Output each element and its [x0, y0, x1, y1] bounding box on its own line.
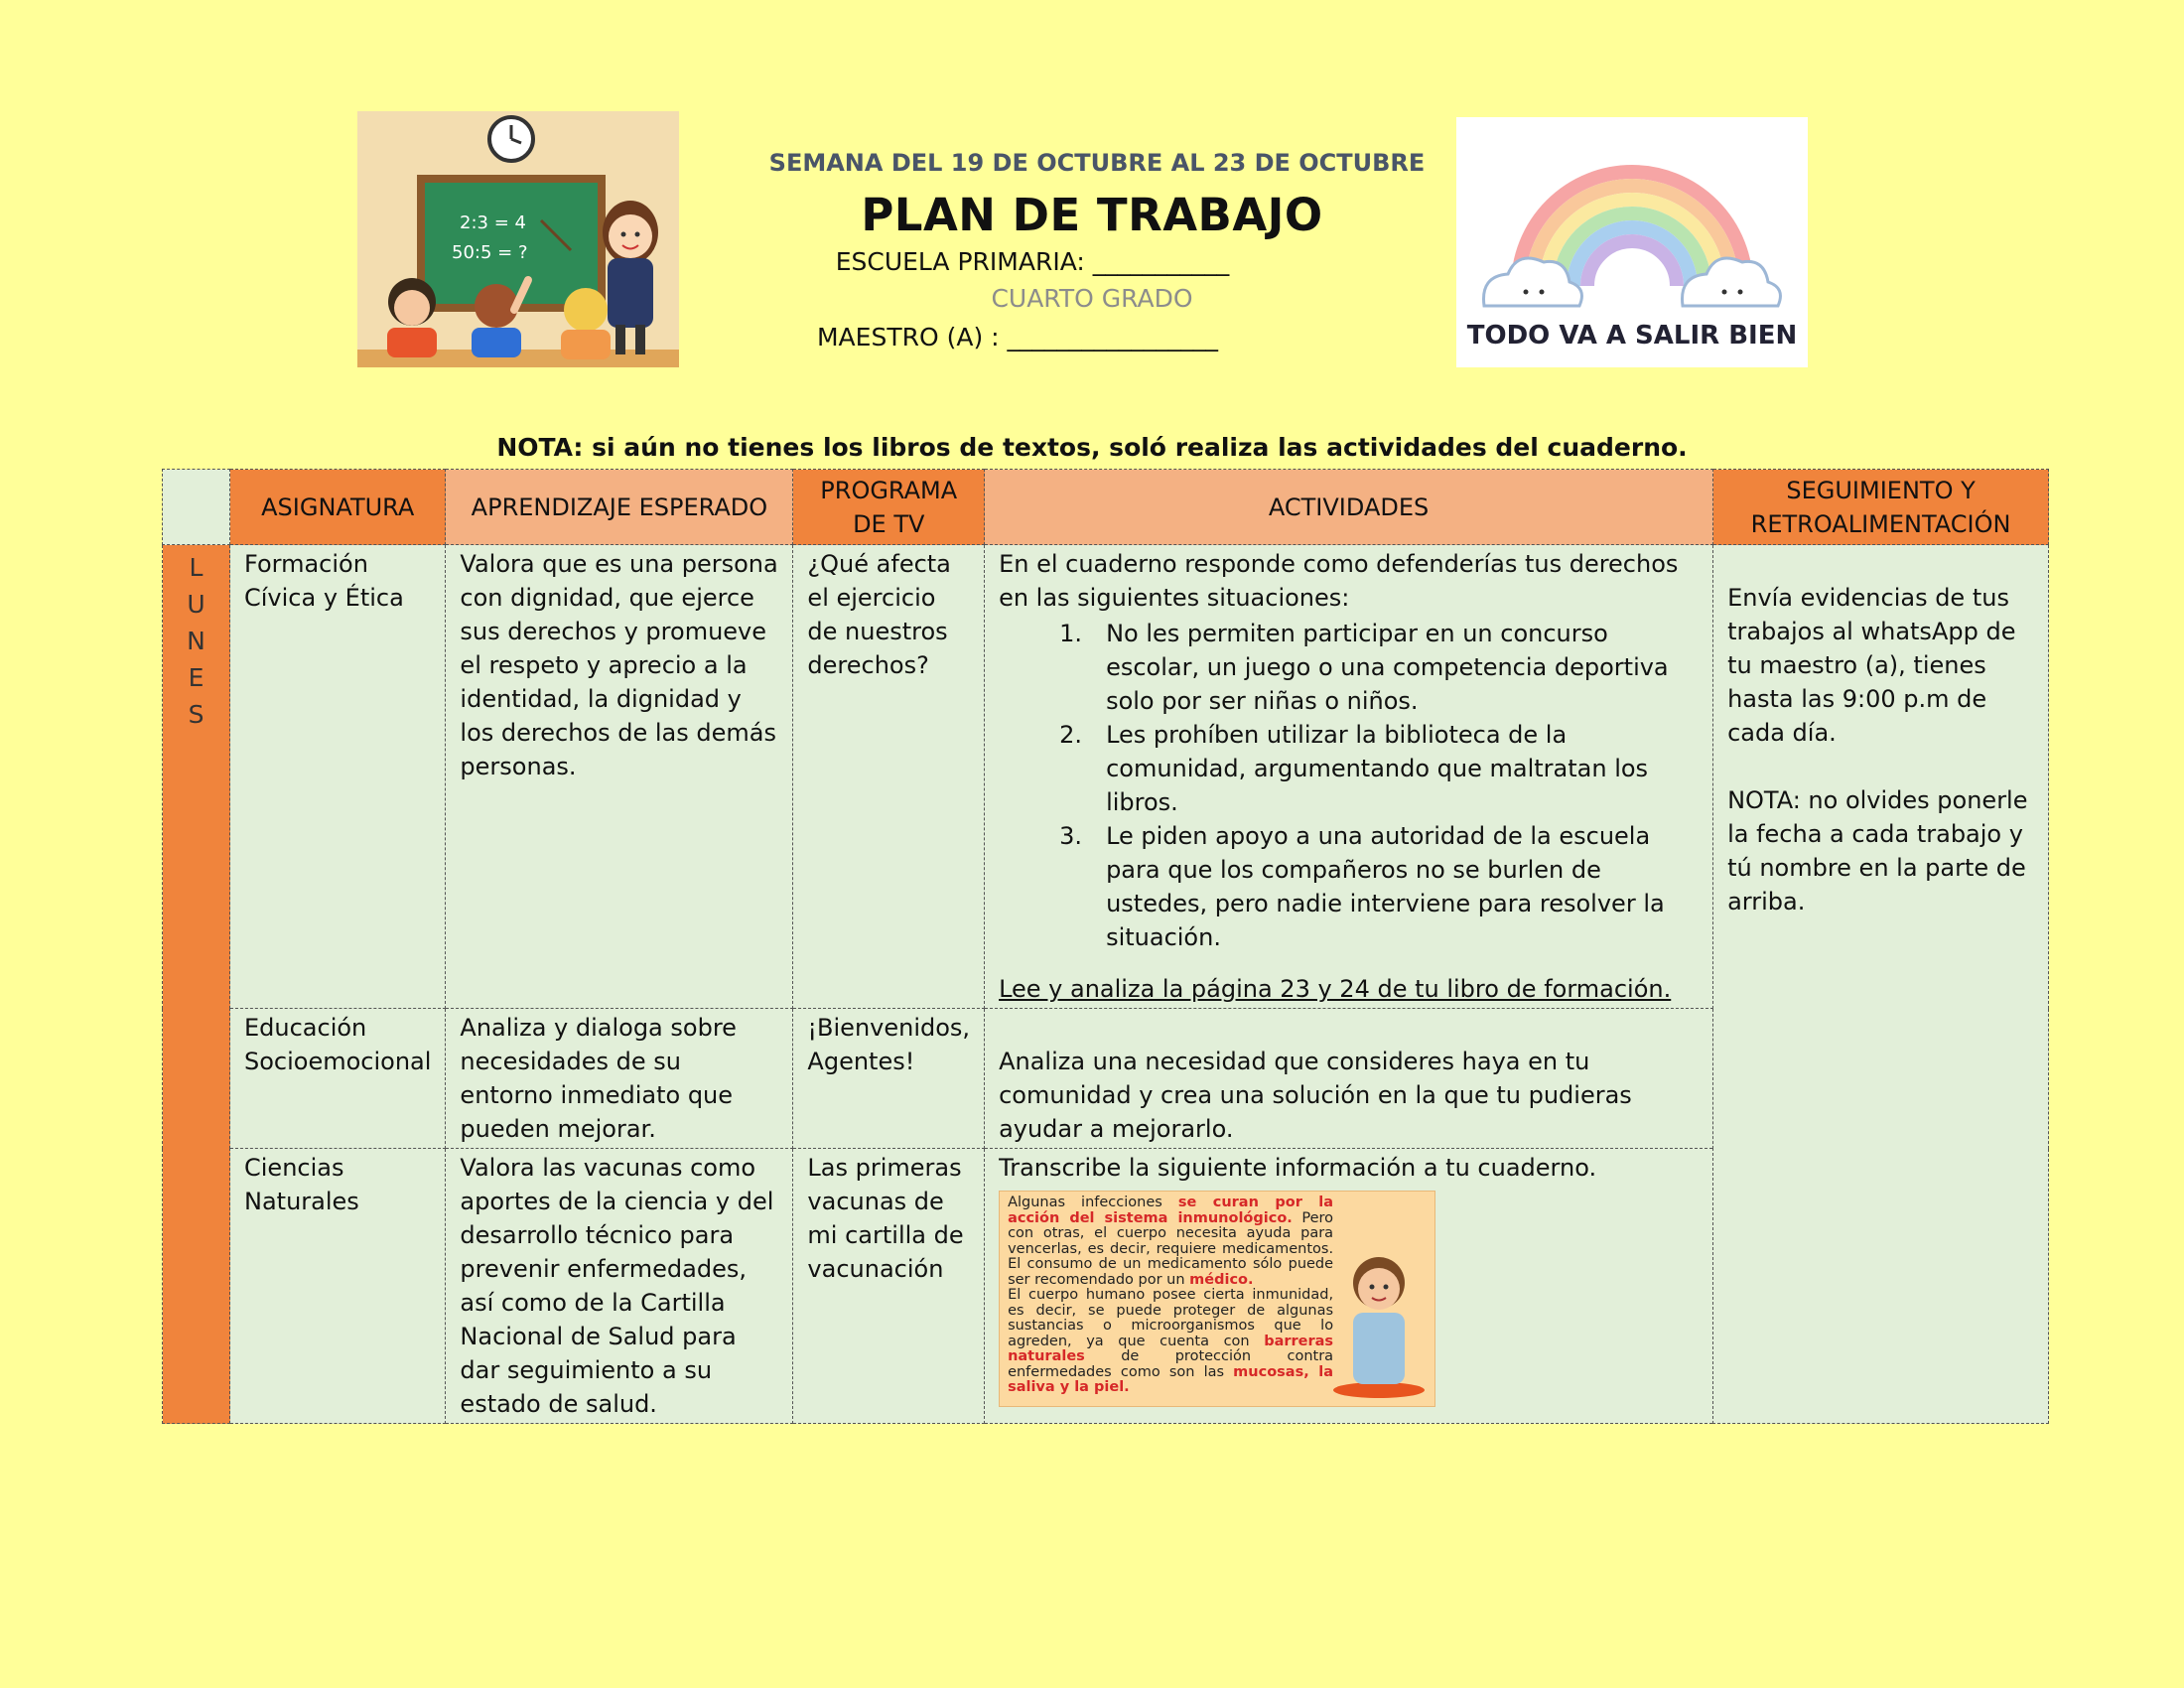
table-row	[163, 545, 2049, 1009]
day-letter: L	[189, 553, 204, 582]
tv-cell: Las primeras vacunas de mi cartilla de vacunación	[793, 1149, 985, 1424]
info-highlight: barreras naturales	[1008, 1333, 1334, 1364]
item-number: 3.	[1059, 822, 1083, 850]
activity-text: Analiza una necesidad que consideres haya en tu comunidad y crea una solución en la que tu pudieras ayudar a mejorarlo.	[999, 1048, 1632, 1143]
reading-instruction: Lee y analiza la página 23 y 24 de tu libro de formación.	[999, 975, 1672, 1003]
week-range: SEMANA DEL 19 DE OCTUBRE AL 23 DE OCTUBRE	[768, 149, 1426, 177]
item-text: No les permiten participar en un concurso escolar, un juego o una competencia deportiva solo por ser niñas o niños.	[1106, 620, 1669, 715]
info-text: de protección contra enfermedades como son las	[1008, 1348, 1334, 1380]
day-letter: S	[188, 700, 205, 729]
activities-cell	[985, 545, 1713, 1009]
page-title: PLAN DE TRABAJO	[861, 189, 1323, 241]
table-header-row	[163, 470, 2049, 545]
followup-cell	[1713, 545, 2049, 1424]
day-letter: E	[188, 663, 205, 692]
activities-cell	[985, 1009, 1713, 1149]
activity-intro: En el cuaderno responde como defenderías tus derechos en las siguientes situaciones:	[999, 550, 1679, 612]
info-highlight: mucosas, la saliva y la piel.	[1008, 1363, 1334, 1395]
followup-text: Envía evidencias de tus trabajos al whatsApp de tu maestro (a), tienes hasta las 9:00 p.m de cada día.	[1727, 584, 2016, 747]
day-letter: N	[187, 627, 205, 655]
list-item	[999, 617, 1699, 718]
item-text: Le piden apoyo a una autoridad de la escuela para que los compañeros no se burlen de ustedes, pero nadie interviene para resolver la situación.	[1106, 822, 1665, 951]
header-followup: SEGUIMIENTO Y RETROALIMENTACIÓN	[1713, 470, 2049, 545]
followup-note: NOTA: no olvides ponerle la fecha a cada trabajo y tú nombre en la parte de arriba.	[1727, 786, 2028, 915]
header-activities: ACTIVIDADES	[985, 470, 1713, 545]
activities-cell	[985, 1149, 1713, 1424]
document-header	[695, 149, 1489, 352]
board-text-2: 50:5 = ?	[452, 242, 528, 263]
header-subject: ASIGNATURA	[230, 470, 446, 545]
subject-cell: Ciencias Naturales	[230, 1149, 446, 1424]
work-plan-table	[162, 469, 2049, 1424]
rainbow-illustration	[1456, 117, 1808, 367]
books-note: NOTA: si aún no tienes los libros de textos, soló realiza las actividades del cuaderno.	[496, 433, 1688, 462]
item-number: 2.	[1059, 721, 1083, 749]
header-learning: APRENDIZAJE ESPERADO	[446, 470, 793, 545]
subject-cell: Educación Socioemocional	[230, 1009, 446, 1149]
item-text: Les prohíben utilizar la biblioteca de la comunidad, argumentando que maltratan los libros.	[1106, 721, 1649, 816]
header-day	[163, 470, 230, 545]
boy-icon	[1329, 1241, 1429, 1400]
info-highlight: se curan por la acción del sistema inmunológico.	[1008, 1195, 1334, 1226]
info-text: El cuerpo humano posee cierta inmunidad, es decir, se puede proteger de algunas sustancias o microorganismos que lo agreden, ya que cuenta con	[1008, 1287, 1334, 1349]
header-tv: PROGRAMA DE TV	[793, 470, 985, 545]
activity-text: Transcribe la siguiente información a tu cuaderno.	[999, 1154, 1597, 1182]
rainbow-tagline: TODO VA A SALIR BIEN	[1466, 321, 1798, 351]
day-letter: U	[187, 590, 205, 619]
teacher-field: MAESTRO (A) : _________________	[816, 323, 1219, 352]
immunity-info-image	[999, 1191, 1435, 1407]
learning-cell: Valora las vacunas como aportes de la ciencia y del desarrollo técnico para prevenir enfermedades, así como de la Cartilla Nacional de Salud para dar seguimiento a su estado de salud.	[446, 1149, 793, 1424]
subject-cell: Formación Cívica y Ética	[230, 545, 446, 1009]
info-text: Pero con otras, el cuerpo necesita ayuda para vencerlas, es decir, requiere medicamentos. El consumo de un medicamento sólo puede ser recomendado por un	[1008, 1209, 1334, 1288]
tv-cell: ¡Bienvenidos, Agentes!	[793, 1009, 985, 1149]
learning-cell: Analiza y dialoga sobre necesidades de su entorno inmediato que pueden mejorar.	[446, 1009, 793, 1149]
info-text: Algunas infecciones	[1008, 1195, 1178, 1210]
activity-list	[999, 617, 1699, 954]
tv-cell: ¿Qué afecta el ejercicio de nuestros derechos?	[793, 545, 985, 1009]
info-highlight: médico.	[1189, 1271, 1254, 1288]
list-item	[999, 819, 1699, 954]
grade-label: CUARTO GRADO	[991, 284, 1193, 313]
learning-cell: Valora que es una persona con dignidad, que ejerce sus derechos y promueve el respeto y aprecio a la identidad, la dignidad y los derechos de las demás personas.	[446, 545, 793, 1009]
school-field: ESCUELA PRIMARIA: ___________	[835, 247, 1230, 276]
immunity-info-text	[1008, 1196, 1333, 1396]
day-cell-lunes	[163, 545, 230, 1424]
list-item	[999, 718, 1699, 819]
rainbow-icon	[1456, 117, 1808, 367]
board-text-1: 2:3 = 4	[460, 212, 526, 233]
item-number: 1.	[1059, 620, 1083, 647]
